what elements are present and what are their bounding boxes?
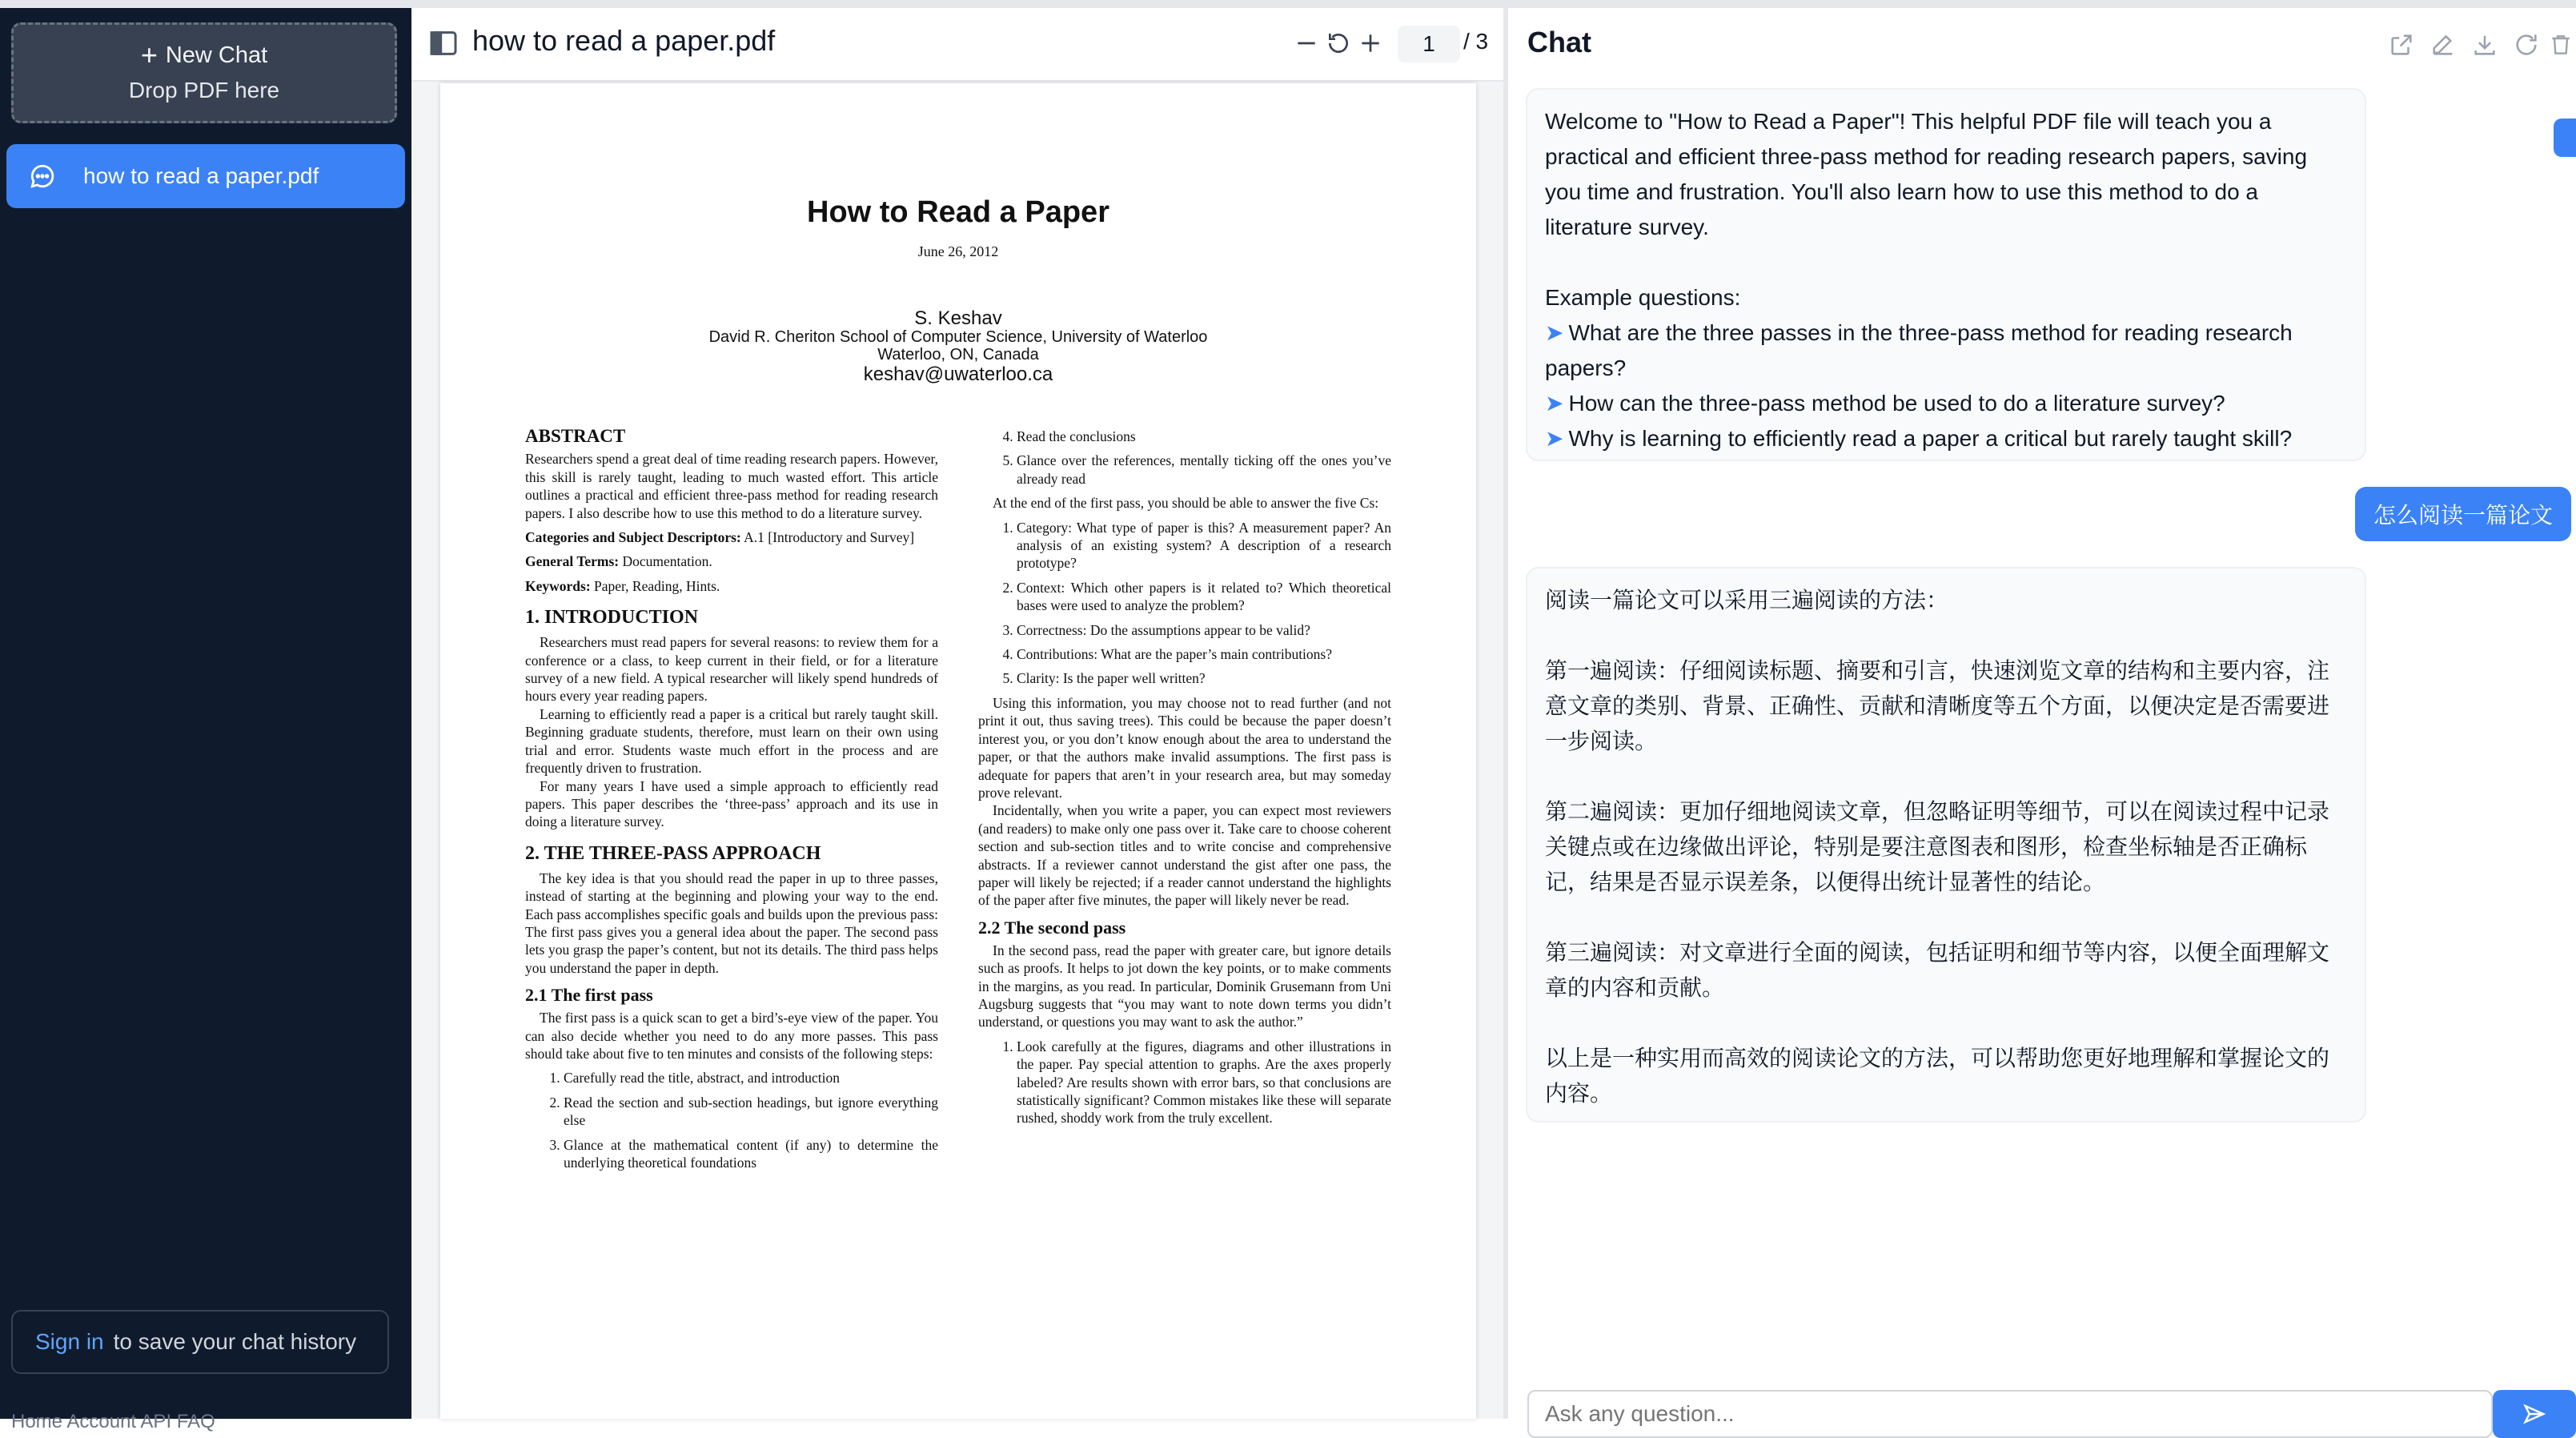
- new-chat-label: New Chat: [165, 42, 268, 68]
- paper-date: June 26, 2012: [917, 243, 999, 259]
- affiliation-line: David R. Cheriton School of Computer Science, University of Waterloo: [708, 328, 1208, 346]
- pdf-page: [440, 83, 1476, 1419]
- share-icon[interactable]: [2385, 29, 2418, 61]
- affiliation-line: Waterloo, ON, Canada: [877, 346, 1039, 364]
- send-icon: [2522, 1402, 2546, 1426]
- drop-pdf-label: Drop PDF here: [128, 78, 280, 102]
- signin-box: [11, 1310, 389, 1374]
- send-button[interactable]: [2493, 1390, 2576, 1438]
- reset-zoom-icon[interactable]: [1324, 29, 1353, 58]
- paper-email: keshav@uwaterloo.ca: [863, 364, 1053, 385]
- second-pass-steps: [978, 1038, 1391, 1127]
- five-cs-list: [978, 519, 1391, 688]
- sidebar-chat-item[interactable]: [6, 144, 405, 208]
- sidebar-chat-label: how to read a paper.pdf: [83, 163, 319, 188]
- list-item: 5. Glance over the references, mentally ticking off the ones you’ve already read: [1017, 452, 1391, 488]
- download-icon[interactable]: [2469, 29, 2501, 61]
- subsection-heading: 2.1 The first pass: [525, 985, 653, 1006]
- example-questions-label: Example questions:: [1545, 285, 1741, 310]
- sidebar: [0, 8, 411, 1432]
- send-arrow-icon: ➤: [1545, 426, 1564, 451]
- paragraph: The first pass is a quick scan to get a bird’s-eye view of the paper. You can also decide whether you need to do any more passes. This pass should take about five to ten minutes and consists of the following steps:: [525, 1010, 938, 1062]
- list-item: 1. Carefully read the title, abstract, and introduction: [564, 1069, 938, 1087]
- pdf-toolbar: [411, 8, 1503, 82]
- list-item: 3. Glance at the mathematical content (if any) to determine the underlying theoretical foundations: [564, 1136, 938, 1172]
- new-chat-dropzone[interactable]: [11, 22, 397, 123]
- abstract-text: Researchers spend a great deal of time reading research papers. However, this skill is rarely taught, leading to much wasted effort. This article outlines a practical and efficient three-pass method for reading research papers. I also describe how to use this method to do a literature survey.: [525, 451, 938, 521]
- chat-input[interactable]: [1527, 1390, 2493, 1438]
- trash-icon[interactable]: [2547, 29, 2574, 61]
- paper-right-column: [978, 428, 1391, 1134]
- list-item: 3. Correctness: Do the assumptions appear to be valid?: [1017, 621, 1391, 639]
- answer-paragraph: 第一遍阅读：仔细阅读标题、摘要和引言，快速浏览文章的结构和主要内容，注意文章的类别、背景、正确性、贡献和清晰度等五个方面，以便决定是否需要进一步阅读。: [1545, 658, 2330, 753]
- paragraph: At the end of the first pass, you should be able to answer the five Cs:: [993, 495, 1379, 512]
- list-item: 1. Look carefully at the figures, diagrams and other illustrations in the paper. Pay special attention to graphs. Are the axes properly labeled? Are results shown with error bars, so that conclusions are statistically significant? Common mistakes like these will separate rushed, shoddy work from the truly excellent.: [1017, 1038, 1391, 1127]
- paragraph: Learning to efficiently read a paper is a critical but rarely taught skill. Beginning graduate students, therefore, must learn on their own using trial and error. Students waste much effort in the process and are frequently driven to frustration.: [525, 705, 938, 777]
- list-item: 2. Context: Which other papers is it related to? Which theoretical bases were used to analyze the problem?: [1017, 579, 1391, 615]
- paper-affiliation: [440, 328, 1476, 364]
- plus-icon: +: [140, 38, 158, 71]
- terms-line: General Terms: Documentation.: [525, 553, 712, 570]
- pdf-file-name: how to read a paper.pdf: [472, 24, 776, 57]
- section-heading: 2. THE THREE-PASS APPROACH: [525, 842, 821, 864]
- answer-paragraph: 第三遍阅读：对文章进行全面的阅读，包括证明和细节等内容，以便全面理解文章的内容和贡献。: [1545, 940, 2330, 1000]
- list-item: 1. Category: What type of paper is this? A measurement paper? An analysis of an existing system? A description of a research prototype?: [1017, 519, 1391, 572]
- assistant-answer: [1526, 567, 2366, 1123]
- send-arrow-icon: ➤: [1545, 320, 1564, 345]
- answer-paragraph: 阅读一篇论文可以采用三遍阅读的方法：: [1545, 588, 1949, 613]
- categories-line: Categories and Subject Descriptors: A.1 [Introductory and Survey]: [525, 529, 915, 546]
- example-question[interactable]: ➤ What are the three passes in the three-pass method for reading research papers?: [1545, 320, 2293, 380]
- top-border: [0, 0, 2576, 8]
- paragraph: Incidentally, when you write a paper, you can expect most reviewers (and readers) to make only one pass over it. Take care to choose coherent section and sub-section titles and to write concise and comprehensive abstracts. If a reviewer cannot understand the gist after one pass, the paper will likely be rejected; if a reader cannot understand the highlights of the paper after five minutes, the paper will likely never be read.: [978, 802, 1391, 909]
- paragraph: Researchers must read papers for several reasons: to review them for a conference or a class, to keep current in their field, or for a literature survey of a new field. A typical researcher will likely spend hundreds of hours every year reading papers.: [525, 634, 938, 705]
- list-item: 2. Read the section and sub-section headings, but ignore everything else: [564, 1094, 938, 1130]
- chat-bubble-icon: [29, 160, 61, 192]
- paper-author: S. Keshav: [914, 307, 1002, 329]
- answer-paragraph: 以上是一种实用而高效的阅读论文的方法，可以帮助您更好地理解和掌握论文的内容。: [1545, 1046, 2330, 1106]
- signin-text: to save your chat history: [113, 1329, 357, 1354]
- first-pass-steps-cont: [978, 428, 1391, 488]
- footer-links[interactable]: Home Account API FAQ: [11, 1411, 215, 1432]
- zoom-out-icon[interactable]: [1292, 29, 1321, 58]
- paper-title: How to Read a Paper: [807, 195, 1109, 229]
- paragraph: The key idea is that you should read the paper in up to three passes, instead of starting at the beginning and plowing your way to the end. Each pass accomplishes specific goals and builds upon the previous pass: The first pass gives you a general idea about the paper. The second pass lets you grasp the paper’s content, but not its details. The third pass helps you understand the paper in depth.: [525, 870, 938, 976]
- answer-paragraph: 第二遍阅读：更加仔细地阅读文章，但忽略证明等细节，可以在阅读过程中记录关键点或在边缘做出评论，特别是要注意图表和图形，检查坐标轴是否正确标记，结果是否显示误差条，以便得出统计显著性的结论。: [1545, 799, 2330, 894]
- zoom-in-icon[interactable]: [1356, 29, 1385, 58]
- floating-badge[interactable]: [2554, 118, 2576, 157]
- page-number-input[interactable]: [1398, 26, 1460, 62]
- page-total: / 3: [1463, 29, 1489, 54]
- example-question[interactable]: ➤ Why is learning to efficiently read a paper a critical but rarely taught skill?: [1545, 426, 2293, 451]
- paragraph: In the second pass, read the paper with greater care, but ignore details such as proofs. It helps to jot down the key points, or to make comments in the margins, as you read. In particular, Dominik Grusemann from Uni Augsburg suggests that “you may want to note down terms you didn’t understand, or questions you may want to ask the author.”: [978, 942, 1391, 1030]
- signin-link[interactable]: Sign in: [35, 1329, 104, 1354]
- welcome-message: [1526, 88, 2366, 461]
- paragraph: Using this information, you may choose not to read further (and not print it out, thus saving trees). This could be because the paper doesn’t interest you, or you don’t know enough about the area to understand the paper, or that the authors make invalid assumptions. The first pass is adequate for papers that aren’t in your research area, but may someday prove relevant.: [978, 694, 1391, 801]
- section-heading: 1. INTRODUCTION: [525, 607, 699, 629]
- paper-left-column: [525, 428, 938, 1178]
- user-message: 怎么阅读一篇论文: [2355, 487, 2571, 541]
- chat-title: Chat: [1527, 26, 1591, 58]
- abstract-heading: ABSTRACT: [525, 426, 626, 446]
- pdf-viewer: [411, 8, 1503, 1419]
- list-item: 4. Contributions: What are the paper’s main contributions?: [1017, 645, 1391, 663]
- sidebar-toggle-icon[interactable]: [427, 27, 459, 59]
- send-arrow-icon: ➤: [1545, 391, 1564, 416]
- example-question[interactable]: ➤ How can the three-pass method be used to do a literature survey?: [1545, 391, 2225, 416]
- refresh-icon[interactable]: [2510, 29, 2542, 61]
- welcome-text: Welcome to "How to Read a Paper"! This helpful PDF file will teach you a practical and efficient three-pass method for reading research papers, saving you time and frustration. You'll also learn how to use this method to do a literature survey.: [1545, 109, 2308, 239]
- keywords-line: Keywords: Paper, Reading, Hints.: [525, 577, 720, 594]
- edit-icon[interactable]: [2427, 29, 2459, 61]
- chat-panel: [1508, 8, 2576, 1419]
- first-pass-steps: [525, 1069, 938, 1171]
- list-item: 4. Read the conclusions: [1017, 428, 1391, 445]
- list-item: 5. Clarity: Is the paper well written?: [1017, 669, 1391, 687]
- paragraph: For many years I have used a simple approach to efficiently read papers. This paper describes the ‘three-pass’ approach and its use in doing a literature survey.: [525, 777, 938, 830]
- subsection-heading: 2.2 The second pass: [978, 917, 1126, 938]
